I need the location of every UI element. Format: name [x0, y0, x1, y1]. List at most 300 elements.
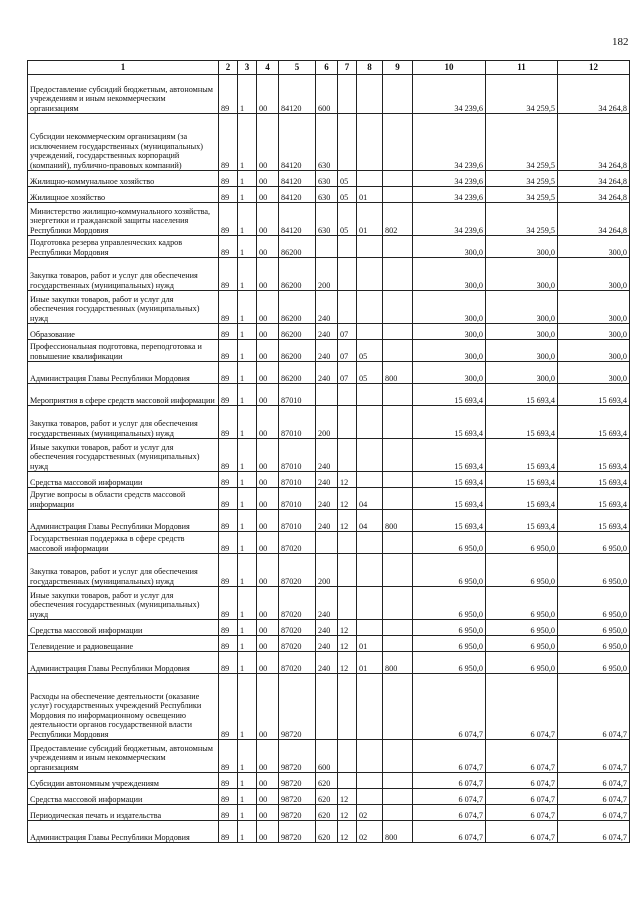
row-value-year1: 15 693,4	[413, 406, 486, 439]
row-value-year3: 300,0	[558, 324, 630, 340]
row-code-direction: 98720	[279, 805, 316, 821]
table-row	[28, 620, 630, 636]
row-code-subsection	[357, 171, 383, 187]
row-code-subsection	[357, 789, 383, 805]
row-code-section	[338, 114, 357, 171]
row-code-expense-type: 600	[316, 75, 338, 114]
row-code-ministry: 89	[219, 406, 238, 439]
row-name: Другие вопросы в области средств массовой информации	[28, 488, 219, 510]
row-value-year3: 6 074,7	[558, 805, 630, 821]
row-value-year2: 34 259,5	[486, 75, 558, 114]
row-code-ministry: 89	[219, 340, 238, 362]
row-code-expense-type: 620	[316, 773, 338, 789]
row-code-subprogram: 00	[257, 510, 279, 532]
table-row	[28, 75, 630, 114]
row-name: Жилищное хозяйство	[28, 187, 219, 203]
row-code-expense-type: 630	[316, 187, 338, 203]
row-code-agency: 800	[383, 510, 413, 532]
column-header-5: 5	[279, 61, 316, 75]
row-code-ministry: 89	[219, 171, 238, 187]
row-value-year1: 300,0	[413, 258, 486, 291]
row-value-year2: 6 074,7	[486, 805, 558, 821]
row-name: Предоставление субсидий бюджетным, автономным учреждениям и иным некоммерческим организациям	[28, 75, 219, 114]
table-row	[28, 384, 630, 406]
column-header-4: 4	[257, 61, 279, 75]
row-code-subprogram: 00	[257, 258, 279, 291]
row-code-subsection	[357, 439, 383, 472]
row-code-agency	[383, 740, 413, 773]
row-code-subprogram: 00	[257, 203, 279, 236]
row-name: Закупка товаров, работ и услуг для обеспечения государственных (муниципальных) нужд	[28, 406, 219, 439]
row-code-agency	[383, 472, 413, 488]
row-code-section	[338, 587, 357, 620]
row-value-year2: 300,0	[486, 291, 558, 324]
row-code-expense-type: 240	[316, 510, 338, 532]
row-value-year2: 15 693,4	[486, 406, 558, 439]
row-value-year2: 300,0	[486, 258, 558, 291]
row-code-agency	[383, 439, 413, 472]
row-code-agency	[383, 773, 413, 789]
row-code-agency	[383, 324, 413, 340]
row-value-year1: 6 074,7	[413, 805, 486, 821]
row-code-subsection	[357, 258, 383, 291]
row-code-program: 1	[238, 439, 257, 472]
row-name: Закупка товаров, работ и услуг для обеспечения государственных (муниципальных) нужд	[28, 258, 219, 291]
table-row	[28, 171, 630, 187]
row-code-agency	[383, 587, 413, 620]
row-code-direction: 87020	[279, 652, 316, 674]
table-row	[28, 789, 630, 805]
row-value-year3: 300,0	[558, 340, 630, 362]
column-header-6: 6	[316, 61, 338, 75]
row-value-year3: 6 950,0	[558, 652, 630, 674]
row-value-year3: 15 693,4	[558, 384, 630, 406]
row-code-section	[338, 291, 357, 324]
row-code-program: 1	[238, 821, 257, 843]
row-value-year1: 34 239,6	[413, 203, 486, 236]
row-code-direction: 86200	[279, 362, 316, 384]
table-row	[28, 488, 630, 510]
row-code-subprogram: 00	[257, 114, 279, 171]
row-code-section: 12	[338, 821, 357, 843]
row-code-direction: 87010	[279, 472, 316, 488]
row-code-direction: 84120	[279, 75, 316, 114]
row-value-year1: 6 950,0	[413, 620, 486, 636]
table-row	[28, 362, 630, 384]
row-code-program: 1	[238, 773, 257, 789]
row-value-year1: 15 693,4	[413, 472, 486, 488]
column-header-7: 7	[338, 61, 357, 75]
row-value-year3: 6 074,7	[558, 674, 630, 740]
row-code-agency: 800	[383, 821, 413, 843]
row-code-agency	[383, 789, 413, 805]
table-row	[28, 805, 630, 821]
row-code-direction: 98720	[279, 740, 316, 773]
row-name: Администрация Главы Республики Мордовия	[28, 362, 219, 384]
row-name: Средства массовой информации	[28, 789, 219, 805]
row-code-program: 1	[238, 340, 257, 362]
row-name: Мероприятия в сфере средств массовой информации	[28, 384, 219, 406]
row-code-subprogram: 00	[257, 554, 279, 587]
row-code-expense-type: 240	[316, 324, 338, 340]
row-code-ministry: 89	[219, 652, 238, 674]
row-code-direction: 87010	[279, 510, 316, 532]
row-value-year3: 15 693,4	[558, 439, 630, 472]
row-name: Администрация Главы Республики Мордовия	[28, 821, 219, 843]
row-value-year2: 6 950,0	[486, 587, 558, 620]
row-code-subprogram: 00	[257, 362, 279, 384]
table-row	[28, 740, 630, 773]
row-code-agency	[383, 75, 413, 114]
row-code-expense-type: 240	[316, 652, 338, 674]
table-row	[28, 203, 630, 236]
row-name: Жилищно-коммунальное хозяйство	[28, 171, 219, 187]
row-code-agency: 800	[383, 362, 413, 384]
page-number: 182	[612, 36, 629, 48]
row-name: Иные закупки товаров, работ и услуг для обеспечения государственных (муниципальных) нужд	[28, 439, 219, 472]
row-value-year3: 6 950,0	[558, 532, 630, 554]
row-code-agency: 800	[383, 652, 413, 674]
row-code-program: 1	[238, 554, 257, 587]
row-code-direction: 98720	[279, 674, 316, 740]
row-value-year2: 6 074,7	[486, 773, 558, 789]
row-code-ministry: 89	[219, 203, 238, 236]
table-row	[28, 236, 630, 258]
row-code-section	[338, 258, 357, 291]
row-code-subprogram: 00	[257, 324, 279, 340]
row-value-year3: 15 693,4	[558, 510, 630, 532]
row-code-expense-type: 240	[316, 439, 338, 472]
row-value-year2: 34 259,5	[486, 114, 558, 171]
table-row	[28, 554, 630, 587]
row-code-subprogram: 00	[257, 187, 279, 203]
row-code-direction: 87020	[279, 532, 316, 554]
row-code-subsection: 05	[357, 340, 383, 362]
row-name: Расходы на обеспечение деятельности (оказание услуг) государственных учреждений Республики Мордовия по информационному освещению деятельности органов государственной власти Республики Мордовия	[28, 674, 219, 740]
row-code-ministry: 89	[219, 805, 238, 821]
row-code-subsection	[357, 236, 383, 258]
table-row	[28, 532, 630, 554]
row-value-year1: 15 693,4	[413, 488, 486, 510]
row-name: Подготовка резерва управленческих кадров Республики Мордовия	[28, 236, 219, 258]
row-code-ministry: 89	[219, 236, 238, 258]
row-value-year2: 6 950,0	[486, 532, 558, 554]
row-value-year2: 300,0	[486, 236, 558, 258]
row-name: Профессиональная подготовка, переподготовка и повышение квалификации	[28, 340, 219, 362]
row-code-subsection: 02	[357, 805, 383, 821]
row-code-expense-type: 240	[316, 636, 338, 652]
row-code-expense-type: 200	[316, 258, 338, 291]
row-code-program: 1	[238, 674, 257, 740]
row-name: Телевидение и радиовещание	[28, 636, 219, 652]
row-value-year3: 15 693,4	[558, 406, 630, 439]
row-code-program: 1	[238, 488, 257, 510]
row-value-year1: 300,0	[413, 291, 486, 324]
row-code-expense-type: 240	[316, 340, 338, 362]
row-value-year3: 6 074,7	[558, 789, 630, 805]
table-row	[28, 406, 630, 439]
row-code-subprogram: 00	[257, 805, 279, 821]
row-code-ministry: 89	[219, 674, 238, 740]
row-code-section	[338, 532, 357, 554]
row-code-subprogram: 00	[257, 439, 279, 472]
row-code-ministry: 89	[219, 636, 238, 652]
row-code-section: 12	[338, 510, 357, 532]
row-value-year2: 6 950,0	[486, 620, 558, 636]
row-value-year1: 34 239,6	[413, 114, 486, 171]
row-code-agency	[383, 340, 413, 362]
row-value-year3: 15 693,4	[558, 472, 630, 488]
row-code-section	[338, 674, 357, 740]
row-code-expense-type: 240	[316, 362, 338, 384]
row-code-subsection	[357, 75, 383, 114]
row-code-expense-type: 620	[316, 805, 338, 821]
row-code-subprogram: 00	[257, 340, 279, 362]
row-name: Субсидии автономным учреждениям	[28, 773, 219, 789]
row-code-direction: 87020	[279, 636, 316, 652]
row-code-subsection	[357, 674, 383, 740]
row-code-section: 12	[338, 636, 357, 652]
row-value-year3: 34 264,8	[558, 187, 630, 203]
table-row	[28, 652, 630, 674]
row-value-year3: 6 950,0	[558, 636, 630, 652]
row-code-section	[338, 740, 357, 773]
row-code-section: 05	[338, 187, 357, 203]
row-value-year2: 6 074,7	[486, 740, 558, 773]
row-code-subsection: 04	[357, 510, 383, 532]
row-code-program: 1	[238, 362, 257, 384]
row-code-expense-type	[316, 532, 338, 554]
row-code-program: 1	[238, 532, 257, 554]
table-row	[28, 340, 630, 362]
table-row	[28, 472, 630, 488]
row-code-direction: 84120	[279, 171, 316, 187]
row-code-expense-type: 630	[316, 171, 338, 187]
row-name: Предоставление субсидий бюджетным, автономным учреждениям и иным некоммерческим организациям	[28, 740, 219, 773]
row-code-expense-type: 240	[316, 291, 338, 324]
column-header-2: 2	[219, 61, 238, 75]
row-code-agency: 802	[383, 203, 413, 236]
row-code-ministry: 89	[219, 773, 238, 789]
row-value-year3: 34 264,8	[558, 171, 630, 187]
row-code-expense-type	[316, 384, 338, 406]
table-row	[28, 510, 630, 532]
row-code-direction: 84120	[279, 187, 316, 203]
row-value-year3: 34 264,8	[558, 75, 630, 114]
row-value-year2: 15 693,4	[486, 472, 558, 488]
row-value-year1: 6 074,7	[413, 674, 486, 740]
row-code-subprogram: 00	[257, 236, 279, 258]
row-value-year3: 300,0	[558, 236, 630, 258]
row-code-program: 1	[238, 636, 257, 652]
row-code-subsection	[357, 406, 383, 439]
row-code-subprogram: 00	[257, 488, 279, 510]
row-code-agency	[383, 171, 413, 187]
row-value-year1: 6 074,7	[413, 773, 486, 789]
row-code-expense-type	[316, 674, 338, 740]
row-code-ministry: 89	[219, 114, 238, 171]
row-code-direction: 86200	[279, 236, 316, 258]
row-code-expense-type: 240	[316, 488, 338, 510]
row-name: Иные закупки товаров, работ и услуг для обеспечения государственных (муниципальных) нужд	[28, 587, 219, 620]
row-value-year3: 300,0	[558, 362, 630, 384]
row-name: Государственная поддержка в сфере средств массовой информации	[28, 532, 219, 554]
row-code-subsection: 04	[357, 488, 383, 510]
row-code-subprogram: 00	[257, 620, 279, 636]
row-value-year1: 6 950,0	[413, 532, 486, 554]
row-code-direction: 86200	[279, 324, 316, 340]
row-code-program: 1	[238, 171, 257, 187]
row-code-direction: 86200	[279, 291, 316, 324]
row-value-year3: 6 074,7	[558, 740, 630, 773]
row-code-section	[338, 236, 357, 258]
row-code-expense-type: 200	[316, 406, 338, 439]
row-value-year2: 300,0	[486, 340, 558, 362]
row-code-subsection	[357, 384, 383, 406]
row-value-year2: 6 074,7	[486, 821, 558, 843]
row-code-subsection: 05	[357, 362, 383, 384]
budget-table	[27, 60, 630, 843]
row-code-section	[338, 75, 357, 114]
row-code-direction: 87010	[279, 439, 316, 472]
row-code-subsection	[357, 587, 383, 620]
row-code-section: 07	[338, 324, 357, 340]
row-code-ministry: 89	[219, 510, 238, 532]
row-code-subsection	[357, 532, 383, 554]
row-code-subsection: 01	[357, 203, 383, 236]
row-value-year1: 6 950,0	[413, 554, 486, 587]
row-code-subprogram: 00	[257, 171, 279, 187]
column-header-3: 3	[238, 61, 257, 75]
row-code-subsection	[357, 620, 383, 636]
row-code-direction: 84120	[279, 114, 316, 171]
row-code-ministry: 89	[219, 362, 238, 384]
row-name: Периодическая печать и издательства	[28, 805, 219, 821]
row-code-subsection	[357, 114, 383, 171]
row-code-ministry: 89	[219, 620, 238, 636]
row-value-year1: 6 074,7	[413, 821, 486, 843]
row-code-direction: 86200	[279, 340, 316, 362]
row-value-year1: 6 950,0	[413, 636, 486, 652]
table-row	[28, 587, 630, 620]
table-row	[28, 439, 630, 472]
row-code-direction: 87010	[279, 384, 316, 406]
row-code-agency	[383, 488, 413, 510]
row-code-subprogram: 00	[257, 472, 279, 488]
column-header-8: 8	[357, 61, 383, 75]
row-code-subprogram: 00	[257, 384, 279, 406]
row-code-subsection: 01	[357, 636, 383, 652]
row-value-year1: 15 693,4	[413, 510, 486, 532]
row-value-year3: 300,0	[558, 258, 630, 291]
row-value-year2: 34 259,5	[486, 203, 558, 236]
row-code-ministry: 89	[219, 740, 238, 773]
row-code-section	[338, 554, 357, 587]
row-code-section: 07	[338, 362, 357, 384]
column-header-12: 12	[558, 61, 630, 75]
row-code-section: 12	[338, 488, 357, 510]
row-code-section	[338, 439, 357, 472]
row-code-section: 05	[338, 171, 357, 187]
row-code-program: 1	[238, 291, 257, 324]
row-code-program: 1	[238, 510, 257, 532]
row-code-section: 12	[338, 620, 357, 636]
row-value-year2: 15 693,4	[486, 488, 558, 510]
row-code-agency	[383, 636, 413, 652]
row-code-agency	[383, 620, 413, 636]
row-code-section: 12	[338, 652, 357, 674]
row-name: Иные закупки товаров, работ и услуг для обеспечения государственных (муниципальных) нужд	[28, 291, 219, 324]
row-code-section: 12	[338, 805, 357, 821]
row-code-program: 1	[238, 740, 257, 773]
row-code-section: 07	[338, 340, 357, 362]
row-code-subprogram: 00	[257, 652, 279, 674]
row-code-section	[338, 773, 357, 789]
row-value-year3: 300,0	[558, 291, 630, 324]
row-value-year3: 6 950,0	[558, 554, 630, 587]
row-code-ministry: 89	[219, 488, 238, 510]
row-code-program: 1	[238, 203, 257, 236]
row-code-ministry: 89	[219, 75, 238, 114]
row-name: Субсидии некоммерческим организациям (за исключением государственных (муниципальных) учреждений, государственных корпораций (компаний), публично-правовых компаний)	[28, 114, 219, 171]
row-value-year1: 6 950,0	[413, 652, 486, 674]
row-code-program: 1	[238, 384, 257, 406]
column-header-10: 10	[413, 61, 486, 75]
row-value-year1: 34 239,6	[413, 171, 486, 187]
row-value-year3: 6 074,7	[558, 773, 630, 789]
row-code-expense-type: 630	[316, 203, 338, 236]
column-header-9: 9	[383, 61, 413, 75]
row-value-year2: 6 950,0	[486, 554, 558, 587]
row-code-ministry: 89	[219, 532, 238, 554]
row-name: Администрация Главы Республики Мордовия	[28, 652, 219, 674]
row-code-expense-type: 600	[316, 740, 338, 773]
row-code-ministry: 89	[219, 587, 238, 620]
row-code-subsection	[357, 554, 383, 587]
table-row	[28, 291, 630, 324]
row-code-subprogram: 00	[257, 636, 279, 652]
row-value-year1: 6 074,7	[413, 789, 486, 805]
row-code-program: 1	[238, 324, 257, 340]
row-value-year1: 15 693,4	[413, 439, 486, 472]
row-value-year2: 34 259,5	[486, 187, 558, 203]
row-code-direction: 87010	[279, 406, 316, 439]
row-code-expense-type: 240	[316, 620, 338, 636]
row-name: Министерство жилищно-коммунального хозяйства, энергетики и гражданской защиты населения Республики Мордовия	[28, 203, 219, 236]
row-code-agency	[383, 554, 413, 587]
row-code-subprogram: 00	[257, 587, 279, 620]
row-value-year3: 6 074,7	[558, 821, 630, 843]
row-value-year2: 34 259,5	[486, 171, 558, 187]
row-code-direction: 87020	[279, 587, 316, 620]
row-code-program: 1	[238, 620, 257, 636]
row-code-program: 1	[238, 472, 257, 488]
table-row	[28, 187, 630, 203]
row-code-direction: 86200	[279, 258, 316, 291]
row-name: Образование	[28, 324, 219, 340]
row-code-section: 12	[338, 789, 357, 805]
row-code-expense-type: 240	[316, 472, 338, 488]
row-value-year2: 6 950,0	[486, 652, 558, 674]
column-header-1: 1	[28, 61, 219, 75]
row-code-subprogram: 00	[257, 821, 279, 843]
row-value-year1: 300,0	[413, 340, 486, 362]
table-row	[28, 114, 630, 171]
row-value-year2: 300,0	[486, 362, 558, 384]
row-code-ministry: 89	[219, 789, 238, 805]
row-value-year1: 300,0	[413, 324, 486, 340]
row-code-ministry: 89	[219, 258, 238, 291]
